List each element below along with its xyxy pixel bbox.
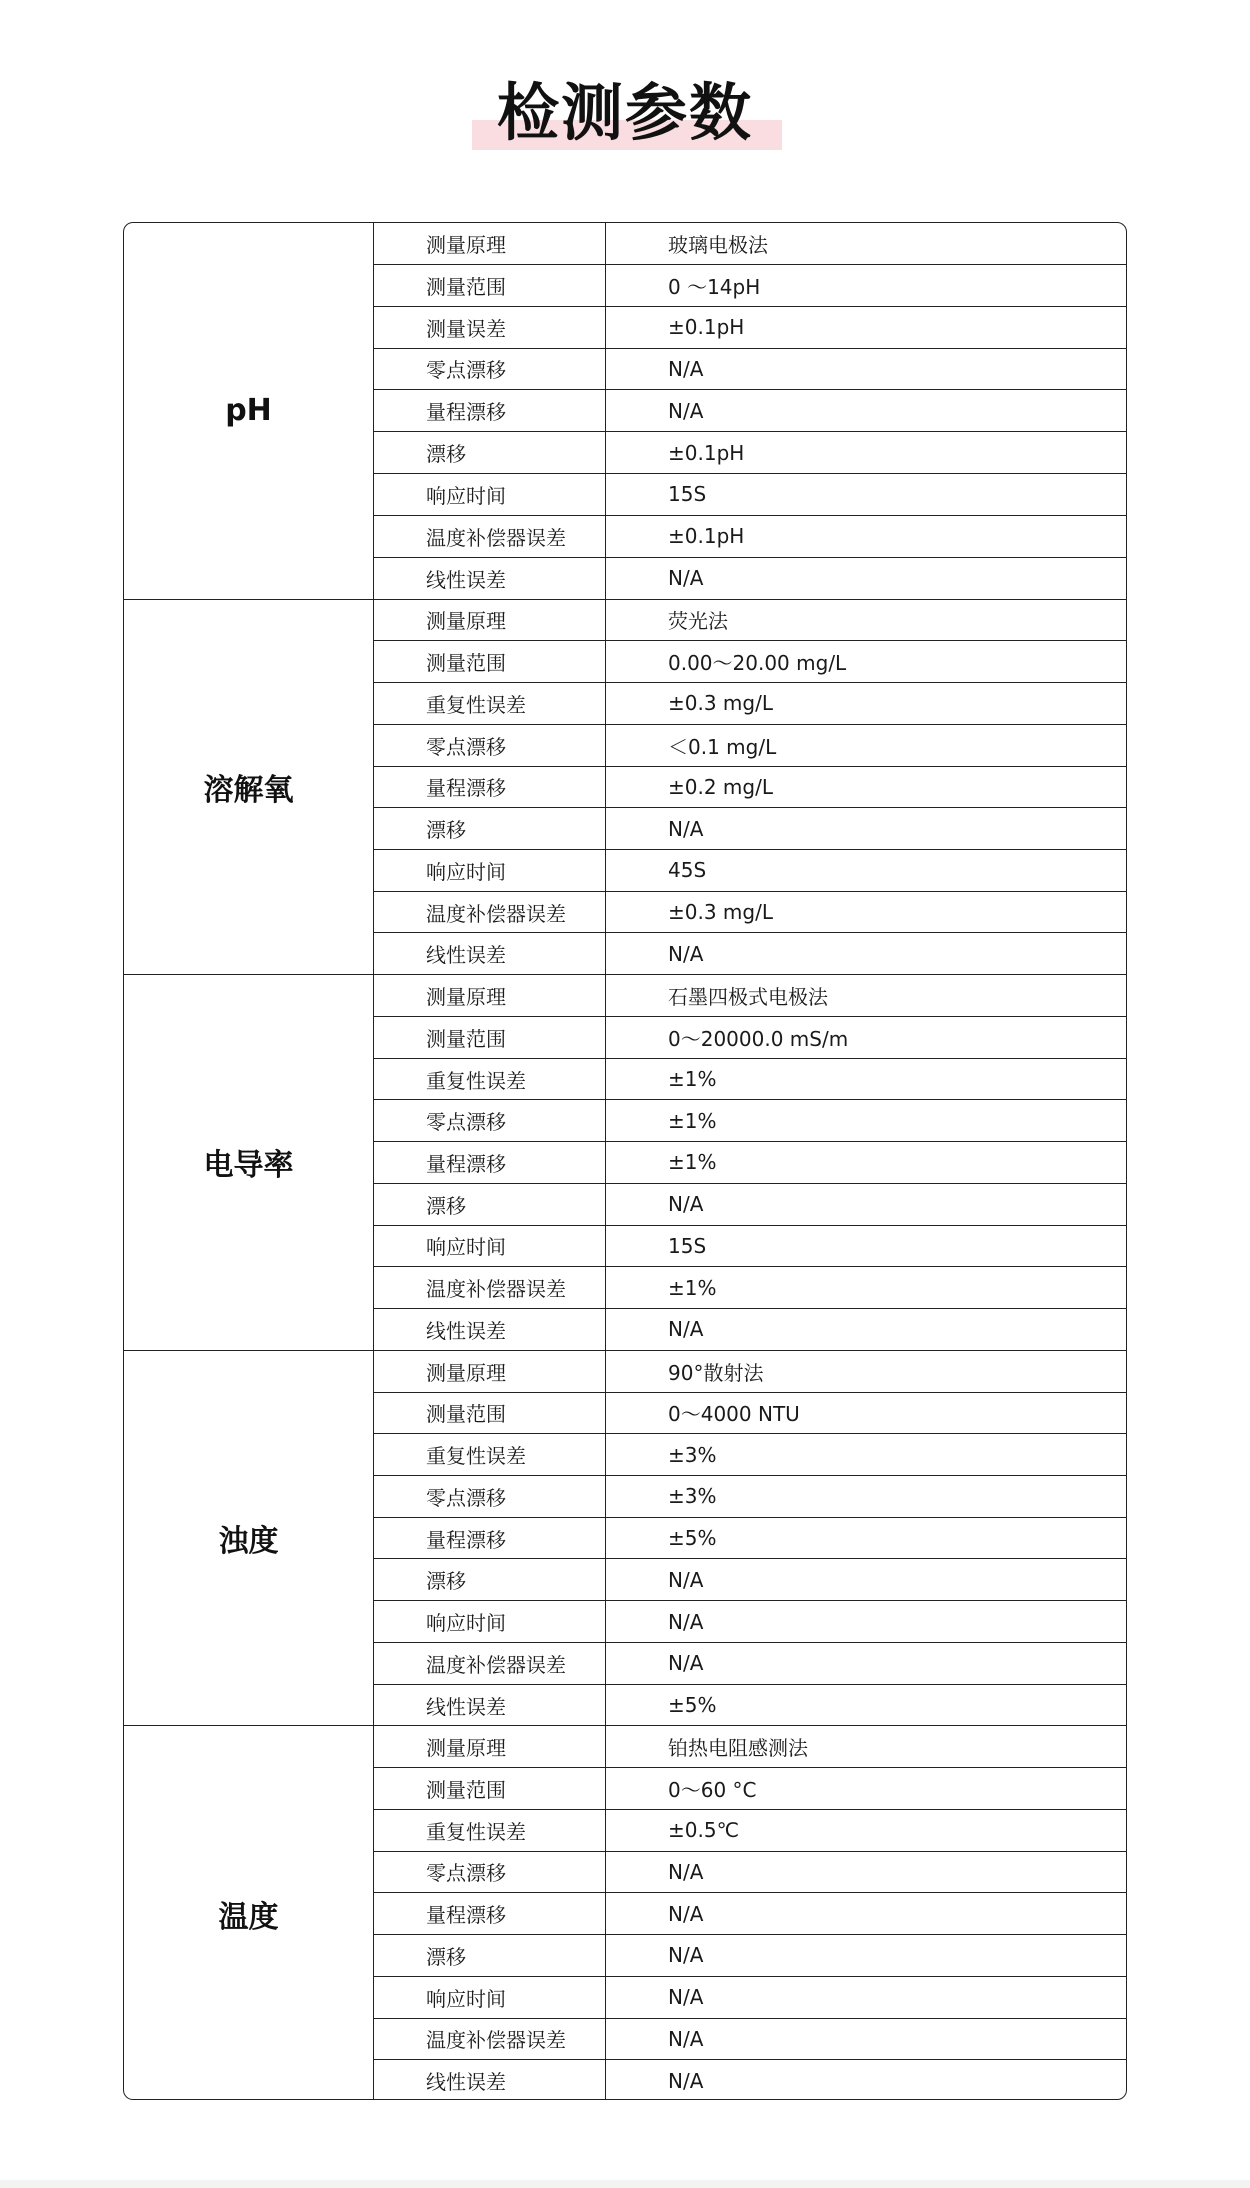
param-value: 石墨四极式电极法: [668, 985, 828, 1010]
param-name: 响应时间: [374, 850, 606, 891]
param-name: 重复性误差: [374, 1810, 606, 1851]
table-row: [374, 1851, 1126, 1893]
param-value: N/A: [668, 2068, 704, 2093]
table-row: [374, 640, 1126, 682]
param-value: 90°散射法: [668, 1360, 764, 1385]
table-row: [374, 431, 1126, 473]
param-value: ±5%: [668, 1526, 717, 1551]
group-label: 溶解氧: [124, 600, 374, 975]
table-row: [374, 1266, 1126, 1308]
param-name: 量程漂移: [374, 1893, 606, 1934]
table-row: [374, 306, 1126, 348]
param-value: N/A: [668, 566, 704, 591]
param-name: 测量原理: [374, 975, 606, 1016]
param-value: 铂热电阻感测法: [668, 1736, 808, 1761]
param-name: 漂移: [374, 1935, 606, 1976]
param-value: ＜0.1 mg/L: [668, 734, 777, 759]
param-name: 量程漂移: [374, 767, 606, 808]
param-value: ±5%: [668, 1693, 717, 1718]
group-rows: [374, 223, 1126, 599]
param-name: 漂移: [374, 432, 606, 473]
param-name: 线性误差: [374, 558, 606, 599]
param-value: 玻璃电极法: [668, 232, 768, 257]
table-row: [374, 389, 1126, 431]
table-row: [374, 766, 1126, 808]
param-name: 测量误差: [374, 307, 606, 348]
param-name: 测量范围: [374, 1393, 606, 1434]
table-row: [374, 1558, 1126, 1600]
param-value: N/A: [668, 398, 704, 423]
param-value: ±1%: [668, 1275, 717, 1300]
param-value: 0～20000.0 mS/m: [668, 1026, 849, 1051]
param-name: 响应时间: [374, 1601, 606, 1642]
param-value: ±1%: [668, 1150, 717, 1175]
param-name: 线性误差: [374, 1685, 606, 1726]
param-value: N/A: [668, 1985, 704, 2010]
table-row: [374, 1308, 1126, 1350]
table-row: [374, 1726, 1126, 1767]
param-value: N/A: [668, 1567, 704, 1592]
table-row: [374, 975, 1126, 1016]
param-value: N/A: [668, 2026, 704, 2051]
table-row: [374, 1809, 1126, 1851]
group-rows: [374, 600, 1126, 975]
group-label: 电导率: [124, 975, 374, 1350]
param-name: 零点漂移: [374, 1852, 606, 1893]
param-value: 45S: [668, 858, 707, 883]
group-rows: [374, 975, 1126, 1350]
table-row: [374, 891, 1126, 933]
param-value: ±0.1pH: [668, 440, 745, 465]
param-name: 测量原理: [374, 223, 606, 264]
param-name: 响应时间: [374, 1226, 606, 1267]
param-value: N/A: [668, 1943, 704, 1968]
table-row: [374, 557, 1126, 599]
param-value: ±0.3 mg/L: [668, 900, 773, 925]
table-row: [374, 473, 1126, 515]
param-value: 0.00～20.00 mg/L: [668, 651, 847, 676]
param-value: N/A: [668, 1901, 704, 1926]
table-row: [374, 724, 1126, 766]
param-name: 测量范围: [374, 641, 606, 682]
table-row: [374, 1934, 1126, 1976]
param-value: 0 ～14pH: [668, 274, 761, 299]
table-row: [374, 1433, 1126, 1475]
group-label: 浊度: [124, 1351, 374, 1726]
table-row: [374, 515, 1126, 557]
param-name: 量程漂移: [374, 390, 606, 431]
group-ph: [124, 223, 1126, 599]
param-value: ±0.3 mg/L: [668, 691, 773, 716]
param-name: 重复性误差: [374, 683, 606, 724]
param-value: N/A: [668, 1192, 704, 1217]
group-turbidity: [124, 1350, 1126, 1726]
table-row: [374, 2018, 1126, 2060]
param-name: 温度补偿器误差: [374, 1643, 606, 1684]
param-value: N/A: [668, 941, 704, 966]
group-conductivity: [124, 974, 1126, 1350]
table-row: [374, 807, 1126, 849]
param-value: N/A: [668, 356, 704, 381]
group-rows: [374, 1726, 1126, 2100]
param-name: 温度补偿器误差: [374, 892, 606, 933]
table-row: [374, 1475, 1126, 1517]
table-row: [374, 1976, 1126, 2018]
table-row: [374, 1642, 1126, 1684]
param-name: 重复性误差: [374, 1434, 606, 1475]
table-row: [374, 1517, 1126, 1559]
param-value: N/A: [668, 1859, 704, 1884]
spec-table: [123, 222, 1127, 2100]
param-name: 温度补偿器误差: [374, 516, 606, 557]
param-value: 0～60 °C: [668, 1777, 757, 1802]
param-name: 漂移: [374, 1559, 606, 1600]
group-temperature: [124, 1725, 1126, 2100]
title-section: [0, 70, 1250, 160]
table-row: [374, 1058, 1126, 1100]
table-row: [374, 1392, 1126, 1434]
param-name: 响应时间: [374, 474, 606, 515]
table-row: [374, 2059, 1126, 2100]
param-value: 15S: [668, 1233, 707, 1258]
param-name: 零点漂移: [374, 1100, 606, 1141]
table-row: [374, 1016, 1126, 1058]
param-name: 重复性误差: [374, 1059, 606, 1100]
table-row: [374, 1099, 1126, 1141]
param-value: ±1%: [668, 1108, 717, 1133]
param-name: 漂移: [374, 1184, 606, 1225]
group-label: 温度: [124, 1726, 374, 2100]
table-row: [374, 348, 1126, 390]
param-value: N/A: [668, 816, 704, 841]
group-label: pH: [124, 223, 374, 599]
table-row: [374, 1600, 1126, 1642]
bottom-divider: [0, 2180, 1250, 2188]
param-value: ±3%: [668, 1484, 717, 1509]
table-row: [374, 932, 1126, 974]
table-row: [374, 1183, 1126, 1225]
table-row: [374, 1351, 1126, 1392]
param-name: 测量范围: [374, 1017, 606, 1058]
param-name: 线性误差: [374, 1309, 606, 1350]
param-value: 荧光法: [668, 609, 728, 634]
param-value: 15S: [668, 482, 707, 507]
param-name: 量程漂移: [374, 1518, 606, 1559]
table-row: [374, 600, 1126, 641]
page-title: 检测参数: [496, 76, 753, 149]
param-name: 漂移: [374, 808, 606, 849]
param-value: 0～4000 NTU: [668, 1402, 800, 1427]
param-value: ±0.1pH: [668, 315, 745, 340]
param-name: 温度补偿器误差: [374, 2019, 606, 2060]
param-value: ±0.1pH: [668, 524, 745, 549]
table-row: [374, 849, 1126, 891]
param-value: ±3%: [668, 1442, 717, 1467]
param-name: 温度补偿器误差: [374, 1267, 606, 1308]
param-name: 测量范围: [374, 1768, 606, 1809]
table-row: [374, 223, 1126, 264]
table-row: [374, 1141, 1126, 1183]
param-name: 响应时间: [374, 1977, 606, 2018]
param-value: N/A: [668, 1651, 704, 1676]
table-row: [374, 1767, 1126, 1809]
table-row: [374, 264, 1126, 306]
table-row: [374, 1225, 1126, 1267]
param-name: 零点漂移: [374, 725, 606, 766]
table-row: [374, 1684, 1126, 1726]
param-name: 线性误差: [374, 933, 606, 974]
param-value: ±0.2 mg/L: [668, 774, 773, 799]
param-name: 测量原理: [374, 600, 606, 641]
param-value: ±0.5℃: [668, 1818, 740, 1843]
table-row: [374, 682, 1126, 724]
param-value: N/A: [668, 1609, 704, 1634]
param-name: 量程漂移: [374, 1142, 606, 1183]
param-name: 测量原理: [374, 1726, 606, 1767]
group-rows: [374, 1351, 1126, 1726]
table-row: [374, 1892, 1126, 1934]
param-name: 测量原理: [374, 1351, 606, 1392]
param-name: 零点漂移: [374, 1476, 606, 1517]
param-name: 零点漂移: [374, 349, 606, 390]
param-value: ±1%: [668, 1067, 717, 1092]
param-value: N/A: [668, 1317, 704, 1342]
group-dissolved-oxygen: [124, 599, 1126, 975]
param-name: 线性误差: [374, 2060, 606, 2100]
param-name: 测量范围: [374, 265, 606, 306]
